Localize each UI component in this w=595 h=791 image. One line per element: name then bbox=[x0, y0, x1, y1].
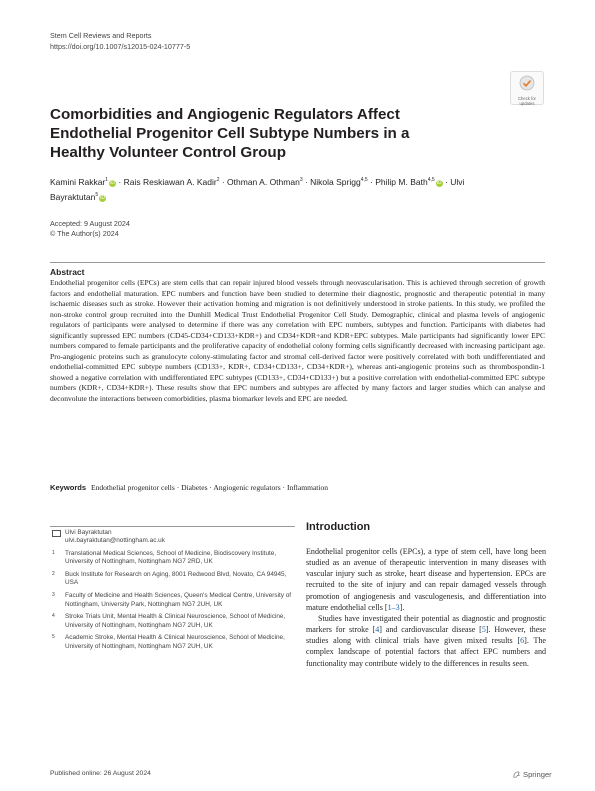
author[interactable] bbox=[124, 177, 220, 187]
intro-paragraph-1 bbox=[306, 546, 546, 613]
author-separator: · bbox=[302, 176, 311, 187]
check-updates-label: Check for updates bbox=[518, 96, 536, 106]
author-affiliation-mark: 2 bbox=[216, 177, 220, 183]
affiliation bbox=[50, 634, 295, 651]
affiliation-number: 3 bbox=[52, 592, 55, 599]
abstract-divider bbox=[50, 262, 545, 263]
intro-text: Endothelial progenitor cells (EPCs), a type of stem cell, have long been studied as an avenue of therapeutic intervention in many diseases with vascular injury such as stroke, heart disease and hypertension. EPCs are recruited to the site of injury and can repair damaged vessels through promotion of angiogenesis and vasculogenesis, and differentiation into mature endothelial cells [ bbox=[306, 547, 546, 612]
citation-link[interactable]: 4 bbox=[375, 625, 380, 635]
affiliation bbox=[50, 592, 295, 609]
affiliation-text: Stroke Trials Unit, Mental Health & Clinical Neuroscience, School of Medicine, University of Nottingham, Nottingham NG7 2UH, UK bbox=[65, 613, 286, 629]
corresponding-author-name: Ulvi Bayraktutan bbox=[65, 529, 112, 536]
keyword[interactable]: Endothelial progenitor cells bbox=[90, 483, 175, 492]
citation-link[interactable]: 5 bbox=[481, 625, 486, 635]
keywords bbox=[50, 483, 545, 492]
intro-text: Studies have investigated their potential as diagnostic and prognostic markers for stroke [ bbox=[306, 613, 546, 635]
keyword-separator: · bbox=[174, 483, 182, 492]
keywords-label: Keywords bbox=[50, 483, 87, 492]
introduction-body bbox=[306, 546, 546, 669]
affiliations-list bbox=[50, 550, 295, 651]
intro-text: ]. The complex landscape of potential factors that affect EPC numbers and functionality may contribute widely to the differences in results seen. bbox=[306, 636, 546, 668]
author-affiliation-mark: 4,5 bbox=[427, 177, 435, 183]
corresponding-author-email[interactable]: ulvi.bayraktutan@nottingham.ac.uk bbox=[65, 537, 165, 545]
author-affiliation-mark: 3 bbox=[299, 177, 303, 183]
article-dates bbox=[50, 219, 130, 239]
affiliation-text: Faculty of Medicine and Health Sciences, Queen's Medical Centre, University of Nottingham, University Park, Nottingham NG7 2UH, UK bbox=[65, 592, 292, 608]
author[interactable] bbox=[310, 177, 368, 187]
abstract-heading: Abstract bbox=[50, 267, 85, 277]
author-list bbox=[50, 174, 510, 204]
affiliation bbox=[50, 550, 295, 567]
affiliation-text: Translational Medical Sciences, School of Medicine, Biodiscovery Institute, University of Nottingham, Nottingham NG7 2RD, UK bbox=[65, 550, 277, 566]
keyword[interactable]: Angiogenic regulators bbox=[213, 483, 281, 492]
author-name: Othman A. Othman bbox=[227, 176, 300, 187]
citation-link[interactable]: 1–3 bbox=[387, 602, 400, 612]
paper-title: Comorbidities and Angiogenic Regulators Affect Endothelial Progenitor Cell Subtype Numbers in a Healthy Volunteer Control Group bbox=[50, 106, 410, 161]
springer-logo bbox=[512, 770, 552, 779]
corresponding-author bbox=[50, 529, 295, 546]
author-separator: · bbox=[219, 176, 228, 187]
envelope-icon bbox=[52, 530, 61, 537]
author-separator: · bbox=[442, 176, 451, 187]
orcid-icon[interactable]: iD bbox=[100, 194, 106, 201]
intro-text: ]. bbox=[399, 602, 405, 612]
publisher-name: Springer bbox=[523, 770, 552, 779]
accepted-date: Accepted: 9 August 2024 bbox=[50, 219, 130, 228]
author-affiliation-mark: 1 bbox=[105, 177, 109, 183]
keyword-separator: · bbox=[280, 483, 287, 492]
orcid-icon[interactable]: iD bbox=[110, 179, 115, 186]
keyword-separator: · bbox=[207, 483, 214, 492]
author-name: Ulvi Bayraktutan bbox=[50, 176, 465, 202]
author-separator: · bbox=[116, 176, 124, 187]
intro-paragraph-2 bbox=[306, 613, 546, 669]
check-updates-icon bbox=[519, 75, 535, 91]
affiliation-text: Academic Stroke, Mental Health & Clinical Neuroscience, School of Medicine, University of Nottingham, Nottingham NG7 2UH, UK bbox=[65, 634, 285, 650]
affiliation-number: 5 bbox=[52, 634, 55, 641]
keywords-list bbox=[91, 483, 328, 492]
abstract-text: Endothelial progenitor cells (EPCs) are stem cells that can repair injured blood vessels through neovascularisation. This is achieved through secretion of growth factors and endothelial maturation. EPC numbers and function have been studied to determine their diagnostic, prognostic and therapeutic potential in many ischaemic diseases such as stroke. However their activation homing and migration is not definitively understood in stroke patients. In this study, we profiled the non-stroke control group recruited into the Dunhill Medical Trust Endothelial Progenitor Cell Study. Demographic, clinical and plasma levels of angiogenic regulators of participants were analysed to determine if there was any correlation with EPC numbers, subtypes and function. Participants with diabetes had significantly supressed EPC numbers (CD45-CD34+CD133+KDR+) and CD34+KDR+and KDR+EPC subtypes. Male participants had significantly lower EPC numbers compared to female participants and the proliferative capacity of endothelial colony forming cells significantly decreased with increasing participant age. Pro-angiogenic proteins such as granulocyte colony-stimulating factor and stromal cell-derived factor were positively correlated with both undifferentiated and endothelial-committed EPC subtype numbers (CD133+, KDR+, CD34+CD133+, CD34+KDR+), whereas anti-angiogenic proteins such as thrombospondin-1 showed a negative correlation with undifferentiated EPC subtypes (CD133+, CD34+CD133+) but a positive correlation with endothelial-committed EPC subtype numbers (KDR+, CD34+KDR+). These results show that EPC numbers and subtypes are affected by many factors and larger studies which can analyse and deconvolute the interactions between comorbidities, plasma biomarker levels and EPC are needed. bbox=[50, 278, 545, 403]
footnote-divider bbox=[50, 526, 295, 527]
introduction-heading: Introduction bbox=[306, 521, 371, 533]
author-affiliation-mark: 5 bbox=[95, 191, 99, 198]
springer-horse-icon bbox=[512, 770, 521, 779]
affiliation-number: 1 bbox=[52, 550, 55, 557]
author-name: Rais Reskiawan A. Kadir bbox=[123, 176, 217, 187]
footnotes bbox=[50, 529, 295, 651]
citation-link[interactable]: 6 bbox=[520, 636, 525, 646]
author-name: Kamini Rakkar bbox=[50, 176, 106, 187]
intro-text: ]. However, these studies along with clinical trials have given mixed results [ bbox=[306, 625, 546, 646]
orcid-icon[interactable]: iD bbox=[436, 179, 442, 186]
affiliation-number: 4 bbox=[52, 613, 55, 620]
intro-text: ] and cardiovascular disease [ bbox=[379, 625, 482, 635]
keyword[interactable]: Inflammation bbox=[286, 483, 329, 492]
author-separator: · bbox=[367, 176, 376, 187]
journal-name: Stem Cell Reviews and Reports bbox=[50, 31, 152, 40]
check-for-updates-badge[interactable] bbox=[510, 71, 544, 105]
copyright: © The Author(s) 2024 bbox=[50, 229, 119, 238]
affiliation-text: Buck Institute for Research on Aging, 8001 Redwood Blvd, Novato, CA 94945, USA bbox=[65, 571, 287, 587]
affiliation-number: 2 bbox=[52, 571, 55, 578]
affiliation bbox=[50, 571, 295, 588]
author-name: Nikola Sprigg bbox=[310, 176, 361, 187]
published-date: Published online: 26 August 2024 bbox=[50, 770, 151, 777]
author[interactable] bbox=[375, 177, 442, 187]
author-name: Philip M. Bath bbox=[375, 176, 428, 187]
author-affiliation-mark: 4,5 bbox=[360, 177, 368, 183]
author[interactable] bbox=[50, 177, 116, 187]
doi-link[interactable]: https://doi.org/10.1007/s12015-024-10777-5 bbox=[50, 42, 191, 51]
author[interactable] bbox=[227, 177, 303, 187]
affiliation bbox=[50, 613, 295, 630]
keyword[interactable]: Diabetes bbox=[181, 483, 208, 492]
